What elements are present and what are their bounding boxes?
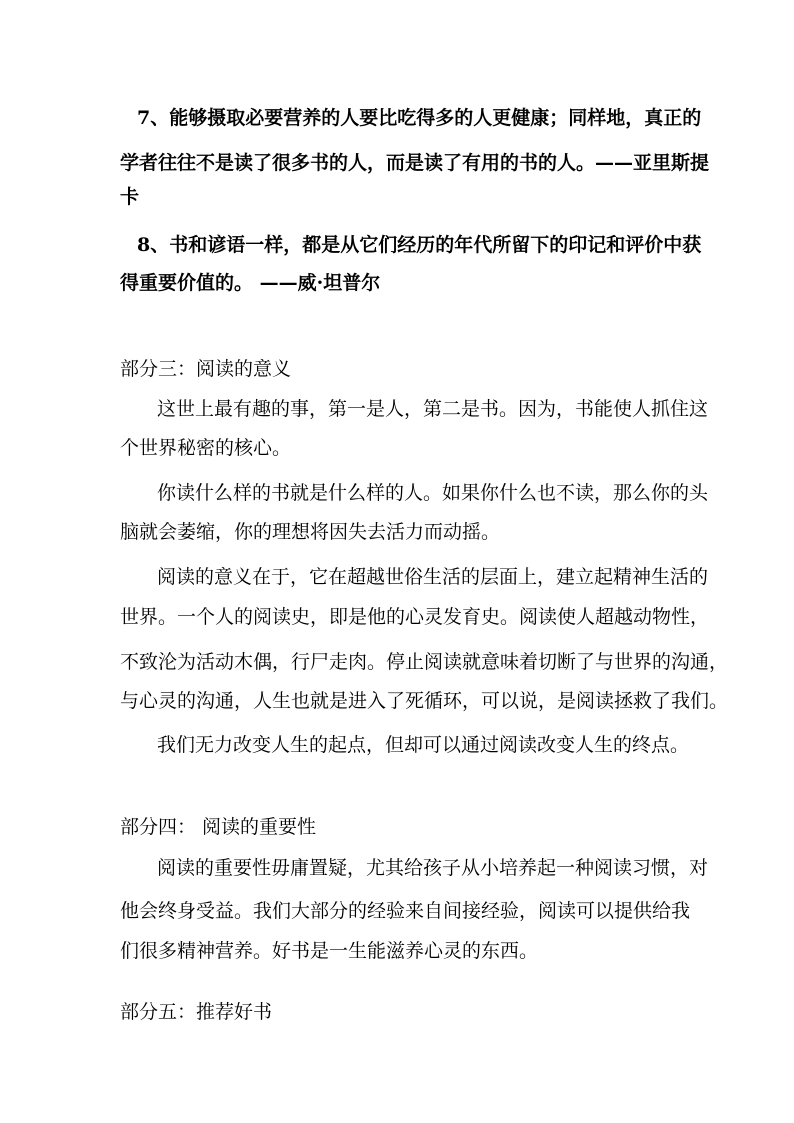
quote-7-line-3: 卡 (120, 186, 140, 208)
section-3-para-1-line-1: 这世上最有趣的事，第一是人，第二是书。因为，书能使人抓住这 (157, 398, 709, 420)
quote-7-line-1: 7、能够摄取必要营养的人要比吃得多的人更健康；同样地，真正的 (137, 107, 702, 129)
section-3-para-2-line-1: 你读什么样的书就是什么样的人。如果你什么也不读，那么你的头 (157, 482, 709, 504)
section-3-para-3-line-1: 阅读的意义在于，它在超越世俗生活的层面上，建立起精神生活的 (157, 566, 709, 588)
section-4-line-1: 阅读的重要性毋庸置疑，尤其给孩子从小培养起一种阅读习惯，对 (157, 857, 709, 879)
section-4-line-3: 们很多精神营养。好书是一生能滋养心灵的东西。 (120, 940, 539, 962)
section-4-line-2: 他会终身受益。我们大部分的经验来自间接经验，阅读可以提供给我 (120, 900, 691, 922)
section-3-para-3-line-2: 世界。一个人的阅读史，即是他的心灵发育史。阅读使人超越动物性， (120, 606, 710, 628)
section-3-para-4-line-1: 我们无力改变人生的起点，但却可以通过阅读改变人生的终点。 (157, 734, 690, 756)
section-3-para-2-line-2: 脑就会萎缩，你的理想将因失去活力而动摇。 (120, 521, 501, 543)
section-3-para-3-line-4: 与心灵的沟通，人生也就是进入了死循环，可以说，是阅读拯救了我们。 (120, 690, 729, 712)
section-3-heading: 部分三：阅读的意义 (120, 358, 292, 380)
quote-8-line-2: 得重要价值的。 ——威·坦普尔 (120, 272, 381, 294)
quote-8-line-1: 8、书和谚语一样，都是从它们经历的年代所留下的印记和评价中获 (137, 234, 702, 256)
quote-7-line-2: 学者往往不是读了很多书的人，而是读了有用的书的人。——亚里斯提 (120, 152, 710, 174)
section-3-para-3-line-3: 不致沦为活动木偶，行尸走肉。停止阅读就意味着切断了与世界的沟通， (120, 651, 729, 673)
section-5-heading: 部分五：推荐好书 (120, 1001, 273, 1023)
section-3-para-1-line-2: 个世界秘密的核心。 (120, 437, 292, 459)
section-4-heading: 部分四： 阅读的重要性 (120, 816, 317, 838)
